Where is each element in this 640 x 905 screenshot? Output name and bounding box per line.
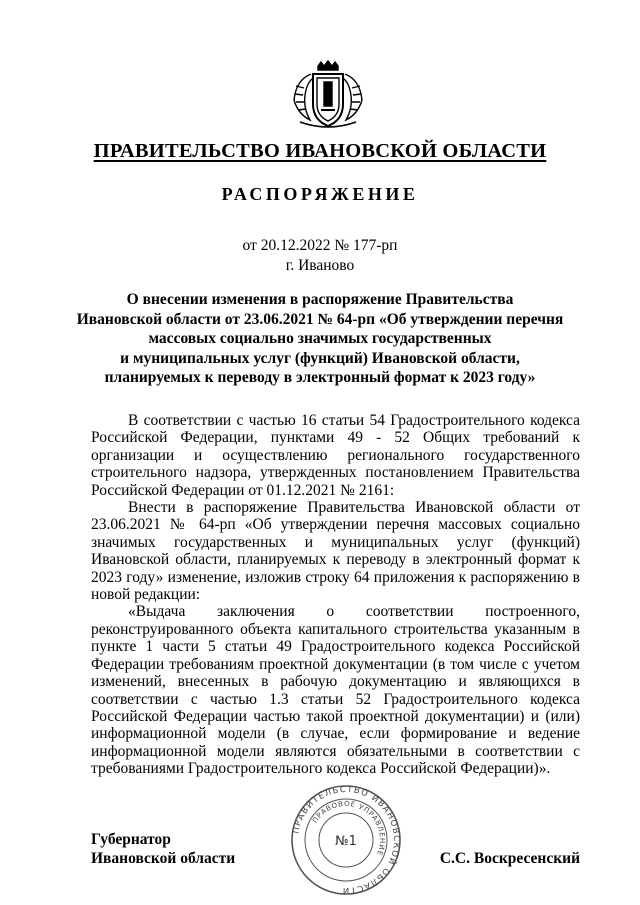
date-number: от 20.12.2022 № 177-рп bbox=[242, 237, 398, 254]
subject-line: О внесении изменения в распоряжение Правительства bbox=[126, 291, 514, 308]
document-body bbox=[91, 412, 580, 778]
body-paragraph: В соответствии с частью 16 статьи 54 Градостроительного кодекса Российской Федерации, пунктами 49 - 52 Общих требований к организации и осуществлению регионального государственного строительного надзора, утвержденных постановлением Правительства Российской Федерации от 01.12.2021 № 2161: bbox=[91, 412, 580, 499]
subject-line: и муниципальных услуг (функций) Ивановской области, bbox=[120, 349, 520, 367]
organization-title: ПРАВИТЕЛЬСТВО ИВАНОВСКОЙ ОБЛАСТИ bbox=[93, 140, 547, 162]
stamp-outer-text: ПРАВИТЕЛЬСТВО ИВАНОВСКОЙ ОБЛАСТИ bbox=[291, 785, 402, 895]
stamp-number: №1 bbox=[335, 834, 357, 849]
official-stamp bbox=[285, 785, 407, 895]
document-subject bbox=[60, 290, 580, 388]
signatory-title: Губернатор bbox=[91, 831, 171, 848]
subject-line: массовых социально значимых государственных bbox=[148, 330, 492, 347]
subject-line: Ивановской области от 23.06.2021 № 64-рп «Об утверждении перечня bbox=[76, 310, 564, 328]
signatory-position bbox=[91, 830, 235, 868]
coat-of-arms-icon bbox=[288, 60, 368, 130]
body-paragraph: Внести в распоряжение Правительства Ивановской области от 23.06.2021 № 64-рп «Об утверждении перечня массовых социально значимых государственных и муниципальных услуг (функций) Ивановской области, планируемых к переводу в электронный формат к 2023 году» изменение, изложив строку 64 приложения к распоряжению в новой редакции: bbox=[91, 499, 580, 604]
body-paragraph: «Выдача заключения о соответствии построенного, реконструированного объекта капитального строительства указанным в пункте 1 части 5 статьи 49 Градостроительного кодекса Российской Федерации требованиям проектной документации (в том числе с учетом изменений, внесенных в рабочую документацию и являющихся в соответствии с частью 1.3 статьи 52 Градостроительного кодекса Российской Федерации частью такой проектной документации) и (или) информационной модели (в случае, если формирование и ведение информационной модели являются обязательными в соответствии с требованиями Градостроительного кодекса Российской Федерации)». bbox=[91, 603, 580, 778]
subject-line: планируемых к переводу в электронный формат к 2023 году» bbox=[104, 369, 536, 386]
signatory-region: Ивановской области bbox=[91, 850, 236, 867]
city: г. Иваново bbox=[285, 257, 355, 274]
date-number-block bbox=[0, 236, 640, 276]
document-type-title: РАСПОРЯЖЕНИЕ bbox=[221, 184, 419, 204]
signatory-name: С.С. Воскресенский bbox=[439, 850, 580, 867]
stamp-inner-text: ПРАВОВОЕ УПРАВЛЕНИЕ bbox=[311, 799, 387, 858]
